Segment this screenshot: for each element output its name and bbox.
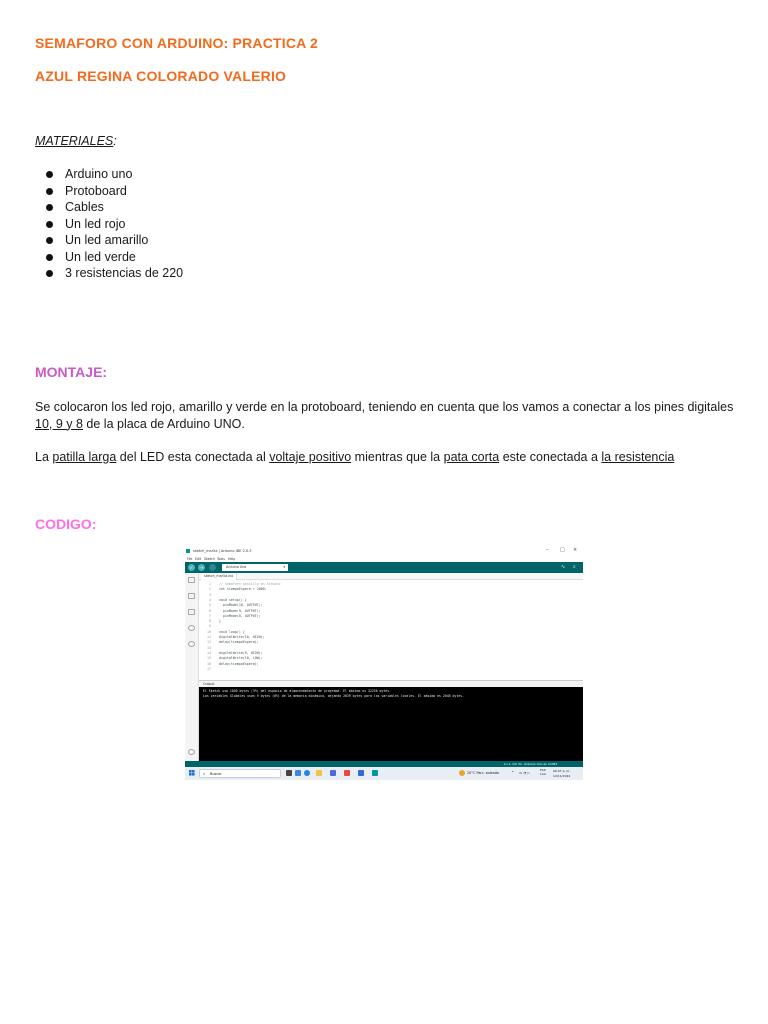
code-line: [199, 635, 583, 640]
upload-icon[interactable]: →: [199, 565, 204, 570]
search-icon[interactable]: [188, 641, 195, 647]
material-label: Un led verde: [65, 249, 136, 264]
chevron-down-icon: ▾: [283, 565, 285, 569]
code-line: [199, 662, 583, 667]
code-text: pinMode(10, OUTPUT);: [219, 603, 263, 608]
p2-underlined-4: la resistencia: [601, 450, 675, 464]
bullet-icon: [46, 237, 53, 244]
editor-tabs: [199, 573, 583, 580]
code-text: pinMode(9, OUTPUT);: [219, 608, 261, 613]
mail-icon[interactable]: [358, 770, 364, 776]
debug-panel-icon[interactable]: [188, 625, 195, 631]
line-number: 16: [207, 661, 211, 666]
list-item: [35, 166, 183, 183]
serial-plotter-icon[interactable]: ∿: [561, 564, 566, 570]
code-text: // Semaforo sencillo en Arduino: [219, 582, 281, 586]
line-number: 4: [209, 597, 211, 602]
line-number: 3: [209, 592, 211, 597]
code-text: delay(tiempoEspera);: [219, 661, 259, 666]
author-name: AZUL REGINA COLORADO VALERIO: [35, 68, 287, 84]
line-number: 2: [209, 587, 211, 592]
material-label: Protoboard: [65, 183, 127, 198]
p2-text-1: La: [35, 450, 53, 464]
code-line: [199, 646, 583, 651]
weather-text: 20°C Parc. soleado: [467, 771, 499, 775]
edge-icon[interactable]: [304, 770, 310, 776]
bullet-icon: [46, 204, 53, 211]
arduino-taskbar-icon[interactable]: [372, 770, 378, 776]
code-line: [199, 598, 583, 603]
code-text: digitalWrite(10, LOW);: [219, 656, 263, 661]
ide-title-bar: [185, 546, 583, 556]
materials-list: [35, 166, 183, 282]
line-number: 9: [209, 624, 211, 629]
code-text: void loop() {: [219, 629, 245, 634]
code-line: [199, 640, 583, 645]
taskbar-search[interactable]: [199, 769, 281, 778]
bullet-icon: [46, 221, 53, 228]
library-manager-icon[interactable]: [188, 609, 195, 615]
line-number: 5: [209, 603, 211, 608]
output-console: [199, 687, 583, 761]
montaje-p1-text: Se colocaron los led rojo, amarillo y verde en la protoboard, teniendo en cuenta que los vamos a conectar a los pines digitales: [35, 400, 734, 414]
line-number: 1: [209, 582, 211, 586]
tray-icons: ▭ ◔ ▷: [519, 771, 530, 775]
weather-icon: [459, 770, 465, 776]
material-label: Arduino uno: [65, 167, 133, 181]
search-icon: ⌕: [203, 771, 206, 776]
line-number: 6: [209, 608, 211, 613]
list-item: [35, 183, 183, 200]
board-selector[interactable]: [222, 564, 288, 571]
code-text: pinMode(8, OUTPUT);: [219, 613, 261, 618]
code-line: [199, 587, 583, 592]
taskbar-date: 12/11/2024: [553, 773, 571, 778]
menu-help[interactable]: Help: [228, 557, 236, 561]
line-number: 10: [207, 629, 211, 634]
bullet-icon: [46, 171, 53, 178]
code-line: [199, 593, 583, 598]
p2-text-2: del LED esta conectada al: [116, 450, 270, 464]
code-line: [199, 624, 583, 629]
code-text: }: [219, 619, 221, 624]
menu-sketch[interactable]: Sketch: [204, 557, 215, 561]
p2-underlined-2: voltaje positivo: [269, 450, 352, 464]
output-label: Output: [203, 682, 215, 686]
output-panel-header: [199, 680, 583, 687]
line-number: 8: [209, 619, 211, 624]
output-line: El Sketch usa 1050 bytes (3%) del espacio de almacenamiento de programa. El máximo es 32256 bytes.: [203, 689, 392, 693]
page-title: SEMAFORO CON ARDUINO: PRACTICA 2: [35, 35, 319, 51]
p2-underlined-1: patilla larga: [52, 450, 117, 464]
sketchbook-icon[interactable]: [188, 577, 195, 583]
language-indicator[interactable]: ESP LAA: [540, 768, 546, 776]
tab-sketch[interactable]: sketch_mar5a.ino: [201, 573, 237, 580]
line-number: 11: [207, 635, 211, 639]
store-icon[interactable]: [330, 770, 336, 776]
montaje-heading: MONTAJE:: [35, 364, 108, 380]
ide-sidebar: [185, 573, 199, 761]
minimize-icon[interactable]: –: [546, 547, 549, 553]
material-label: 3 resistencias de 220: [65, 266, 184, 280]
windows-start-icon[interactable]: [189, 770, 195, 776]
p2-underlined-3: pata corta: [443, 450, 500, 464]
code-text: digitalWrite(9, HIGH);: [219, 650, 263, 655]
code-text: int tiempoEspera = 2000;: [219, 587, 267, 592]
code-text: void setup() {: [219, 597, 247, 602]
code-line: [199, 667, 583, 672]
arduino-app-icon: [186, 549, 190, 553]
widgets-icon[interactable]: [295, 770, 301, 776]
boards-manager-icon[interactable]: [188, 593, 195, 599]
debug-icon[interactable]: [209, 564, 216, 571]
maximize-icon[interactable]: □: [560, 547, 565, 553]
menu-file[interactable]: File: [187, 557, 193, 561]
menu-edit[interactable]: Edit: [195, 557, 202, 561]
board-name: Arduino Uno: [226, 565, 247, 569]
code-text: delay(tiempoEspera);: [219, 640, 259, 645]
output-line: Las variables Globales usan 9 bytes (0%) de la memoria dinámica, dejando 2039 bytes para las variables locales. El máximo es 2048 bytes.: [203, 694, 464, 698]
list-item: [35, 199, 183, 216]
code-line: [199, 609, 583, 614]
line-number: 14: [207, 650, 211, 655]
menu-tools[interactable]: Tools: [217, 557, 225, 561]
code-line: [199, 656, 583, 661]
list-item: [35, 232, 183, 249]
code-text: digitalWrite(10, HIGH);: [219, 635, 265, 639]
bullet-icon: [46, 188, 53, 195]
code-line: [199, 630, 583, 635]
task-view-icon[interactable]: [286, 770, 292, 776]
materials-heading-text: MATERIALES: [35, 134, 114, 148]
taskbar-time: 09:07 p. m.: [553, 769, 571, 773]
list-item: [35, 249, 183, 266]
code-line: [199, 603, 583, 608]
office-icon[interactable]: [344, 770, 350, 776]
account-icon[interactable]: [188, 749, 195, 755]
close-icon[interactable]: ×: [573, 547, 578, 553]
code-line: [199, 651, 583, 656]
code-line: [199, 582, 583, 587]
codigo-heading: CODIGO:: [35, 516, 97, 532]
file-explorer-icon[interactable]: [316, 770, 322, 776]
arduino-ide-screenshot: [185, 546, 583, 780]
code-editor[interactable]: [199, 580, 583, 680]
list-item: [35, 265, 183, 282]
verify-icon[interactable]: ✓: [189, 565, 194, 570]
code-line: [199, 614, 583, 619]
board-port-status: Arduino Uno en COM4: [524, 762, 558, 766]
ide-toolbar: [185, 562, 583, 573]
montaje-paragraph-1: [35, 399, 735, 432]
list-item: [35, 216, 183, 233]
materials-heading-colon: :: [113, 134, 117, 148]
serial-monitor-icon[interactable]: ⌕: [573, 564, 576, 570]
windows-taskbar: [185, 767, 583, 780]
material-label: Cables: [65, 200, 104, 214]
line-number: 7: [209, 613, 211, 618]
p2-text-4: este conectada a: [499, 450, 602, 464]
line-number: 12: [207, 640, 211, 645]
tray-chevron-icon[interactable]: ⌃: [511, 770, 515, 775]
ide-window-title: sketch_mar5a | Arduino IDE 2.0.3: [193, 549, 252, 553]
material-label: Un led amarillo: [65, 233, 149, 247]
pins-text: 10, 9 y 8: [35, 416, 83, 431]
code-line: [199, 619, 583, 624]
p2-text-3: mientras que la: [351, 450, 444, 464]
line-number: 13: [207, 645, 211, 650]
line-number: 17: [207, 666, 211, 671]
materials-heading: [35, 133, 735, 150]
bullet-icon: [46, 270, 53, 277]
montaje-p1-end: de la placa de Arduino UNO.: [82, 416, 245, 431]
cursor-position: Ln 1, Col 31: [504, 762, 522, 766]
montaje-paragraph-2: [35, 449, 735, 466]
bullet-icon: [46, 254, 53, 261]
material-label: Un led rojo: [65, 216, 126, 231]
taskbar-search-placeholder: Buscar: [210, 772, 222, 776]
line-number: 15: [207, 656, 211, 661]
